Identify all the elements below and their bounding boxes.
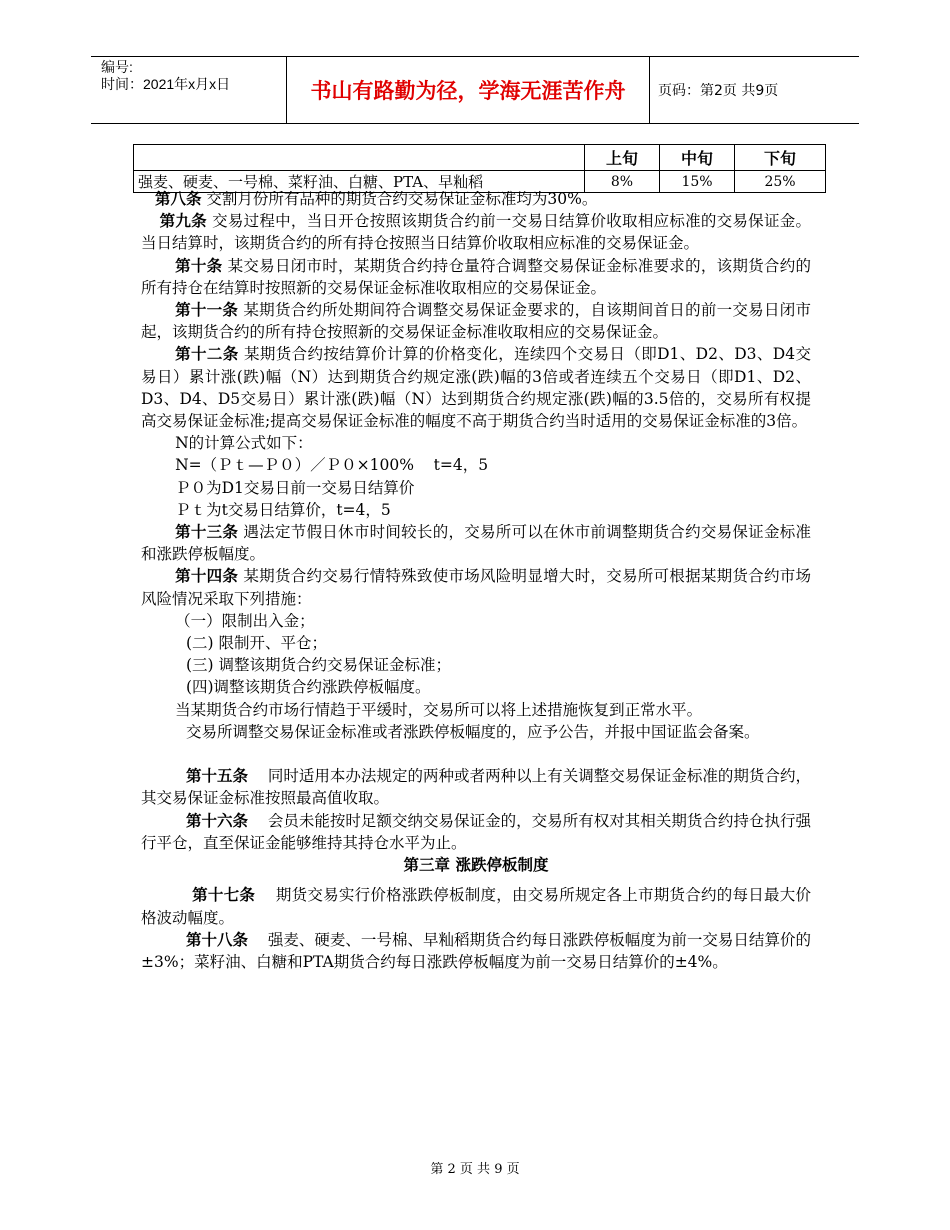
article-number: 第十八条 — [185, 930, 249, 949]
table-row-label: 强麦、硬麦、一号棉、菜籽油、白糖、PTA、早籼稻 — [134, 171, 585, 193]
time-label: 时间：2021年x月x日 — [101, 76, 231, 92]
article-text: 交易过程中，当日开仓按照该期货合约前一交易日结算价收取相应标准的交易保证金。当日结算时，该期货合约的所有持仓按照当日结算价收取相应标准的交易保证金。 — [141, 212, 811, 253]
article-text: 某交易日闭市时，某期货合约持仓量符合调整交易保证金标准要求的，该期货合约的所有持仓在结算时按照新的交易保证金标准收取相应的交易保证金。 — [141, 256, 811, 297]
number-label: 编号: — [101, 59, 133, 75]
article-number: 第十五条 — [185, 767, 249, 786]
article-text: (四)调整该期货合约涨跌停板幅度。 — [185, 678, 431, 697]
article-paragraph — [141, 565, 811, 609]
article-paragraph — [141, 299, 811, 343]
article-list — [141, 884, 811, 973]
article-text: （一）限制出入金； — [175, 611, 315, 630]
article-number: 第十六条 — [185, 811, 249, 830]
header-motto: 书山有路勤为径，学海无涯苦作舟 — [287, 57, 650, 123]
page-footer: 第 2 页 共 9 页 — [430, 1162, 520, 1177]
header-meta — [91, 57, 287, 123]
article-number: 第十一条 — [175, 301, 239, 320]
article-number: 第九条 — [159, 212, 207, 231]
document-body — [141, 188, 811, 973]
article-paragraph — [141, 632, 811, 654]
article-paragraph — [141, 654, 811, 676]
table-header-row — [134, 145, 826, 171]
article-paragraph — [141, 432, 811, 454]
article-text: 同时适用本办法规定的两种或者两种以上有关调整交易保证金标准的期货合约，其交易保证金标准按照最高值收取。 — [141, 767, 811, 808]
article-paragraph — [141, 210, 811, 254]
table-cell: 25% — [735, 171, 826, 193]
article-text: 某期货合约交易行情特殊致使市场风险明显增大时，交易所可根据某期货合约市场风险情况采取下列措施： — [141, 567, 811, 608]
article-number: 第十三条 — [175, 523, 239, 542]
article-paragraph — [141, 929, 811, 973]
article-paragraph — [141, 454, 811, 476]
page-header — [91, 56, 859, 124]
article-paragraph — [141, 499, 811, 521]
chapter-title: 第三章 涨跌停板制度 — [403, 856, 549, 875]
article-number: 第十四条 — [175, 567, 239, 586]
article-paragraph — [141, 884, 811, 928]
article-paragraph — [141, 721, 811, 743]
article-paragraph — [141, 699, 811, 721]
table-header-cell: 上旬 — [585, 145, 660, 171]
article-number: 第十七条 — [192, 886, 256, 905]
article-text — [141, 745, 146, 763]
article-text: 某期货合约按结算价计算的价格变化，连续四个交易日（即D1、D2、D3、D4交易日）累计涨(跌)幅（N）达到期货合约规定涨(跌)幅的3倍或者连续五个交易日（即D1、D2、D3、D4、D5交易日）累计涨(跌)幅（N）达到期货合约规定涨(跌)幅的3.5倍的，交易所有权提高交易保证金标准;提高交易保证金标准的幅度不高于期货合约当时适用的交易保证金标准的3倍。 — [141, 345, 811, 431]
article-list — [141, 188, 811, 854]
table-header-cell: 下旬 — [735, 145, 826, 171]
margin-rate-table — [133, 144, 826, 193]
article-text: Ｐ０为D1交易日前一交易日结算价 — [175, 478, 415, 497]
article-text: (二) 限制开、平仓； — [185, 634, 327, 653]
article-text: 期货交易实行价格涨跌停板制度，由交易所规定各上市期货合约的每日最大价格波动幅度。 — [141, 886, 811, 927]
article-paragraph — [141, 477, 811, 499]
header-page-info: 页码：第2页 共9页 — [658, 83, 779, 99]
article-paragraph — [141, 765, 811, 809]
article-paragraph — [141, 810, 811, 854]
article-text: 当某期货合约市场行情趋于平缓时，交易所可以将上述措施恢复到正常水平。 — [175, 700, 703, 719]
table-header-cell: 中旬 — [660, 145, 735, 171]
article-number: 第八条 — [154, 190, 202, 208]
table-cell: 8% — [585, 171, 660, 193]
article-text: N=（Ｐｔ—Ｐ０）／Ｐ０×100% t=4，5 — [175, 456, 489, 475]
article-text: (三) 调整该期货合约交易保证金标准； — [185, 656, 451, 675]
article-paragraph — [141, 676, 811, 698]
article-text: N的计算公式如下： — [175, 434, 313, 453]
article-paragraph — [141, 743, 811, 765]
table-cell: 15% — [660, 171, 735, 193]
article-text: 交易所调整交易保证金标准或者涨跌停板幅度的，应予公告，并报中国证监会备案。 — [185, 722, 760, 741]
article-text: Ｐｔ为t交易日结算价，t=4，5 — [175, 500, 391, 519]
article-paragraph — [141, 188, 811, 210]
article-number: 第十条 — [175, 256, 223, 275]
article-text: 强麦、硬麦、一号棉、早籼稻期货合约每日涨跌停板幅度为前一交易日结算价的±3%；菜籽油、白糖和PTA期货合约每日涨跌停板幅度为前一交易日结算价的±4%。 — [141, 930, 811, 971]
article-text: 交割月份所有品种的期货合约交易保证金标准均为30%。 — [201, 190, 598, 208]
article-text: 遇法定节假日休市时间较长的，交易所可以在休市前调整期货合约交易保证金标准和涨跌停板幅度。 — [141, 523, 811, 564]
article-text: 会员未能按时足额交纳交易保证金的，交易所有权对其相关期货合约持仓执行强行平仓，直至保证金能够维持其持仓水平为止。 — [141, 811, 811, 852]
article-text: 某期货合约所处期间符合调整交易保证金要求的，自该期间首日的前一交易日闭市起，该期货合约的所有持仓按照新的交易保证金标准收取相应的交易保证金。 — [141, 301, 811, 342]
table-corner-cell — [134, 145, 585, 171]
article-number: 第十二条 — [175, 345, 239, 364]
article-paragraph — [141, 343, 811, 432]
article-paragraph — [141, 521, 811, 565]
article-paragraph — [141, 255, 811, 299]
article-paragraph — [141, 610, 811, 632]
